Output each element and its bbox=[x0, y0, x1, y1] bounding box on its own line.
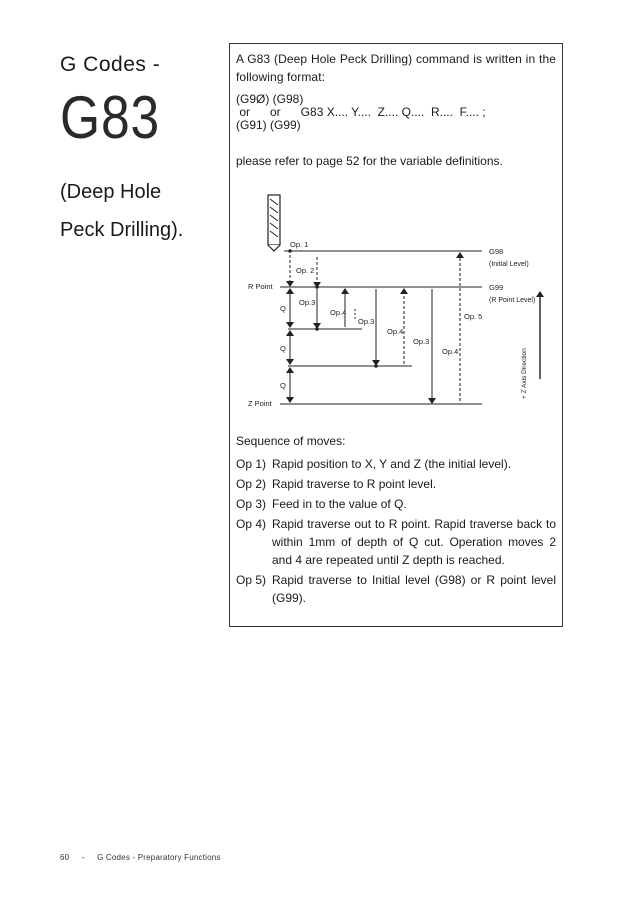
subtitle-line-1: (Deep Hole bbox=[60, 181, 162, 203]
label-op1: Op. 1 bbox=[290, 240, 309, 249]
operation-number: Op 5) bbox=[236, 573, 267, 587]
content-box bbox=[229, 43, 563, 627]
operation-description: Rapid traverse to Initial level (G98) or R point level (G99). bbox=[272, 573, 556, 605]
label-q1: Q bbox=[280, 304, 286, 313]
drill-bit-icon bbox=[268, 195, 280, 251]
g-code-title: G83 bbox=[60, 84, 161, 151]
label-op4c: Op.4 bbox=[442, 347, 459, 356]
format-line-1: (G9Ø) (G98) bbox=[236, 92, 304, 106]
operation-description: Rapid position to X, Y and Z (the initial level). bbox=[272, 457, 512, 471]
label-op4a: Op.4 bbox=[330, 308, 347, 317]
operation-number: Op 2) bbox=[236, 477, 267, 491]
operation-description: Feed in to the value of Q. bbox=[272, 497, 407, 511]
operation-item bbox=[236, 475, 556, 493]
page-number: 60 bbox=[60, 853, 70, 862]
format-line-3: (G91) (G99) bbox=[236, 118, 301, 132]
page-title: G Codes - bbox=[60, 53, 161, 76]
label-g99: G99 bbox=[489, 283, 504, 292]
label-op3a: Op.3 bbox=[299, 298, 316, 307]
label-op3b: Op.3 bbox=[358, 317, 375, 326]
footer-section: G Codes - Preparatory Functions bbox=[97, 853, 221, 862]
label-op4b: Op.4 bbox=[387, 327, 404, 336]
label-op3c: Op.3 bbox=[413, 337, 430, 346]
operation-item bbox=[236, 495, 556, 513]
reference-text: please refer to page 52 for the variable definitions. bbox=[236, 154, 503, 168]
subtitle-line-2: Peck Drilling). bbox=[60, 219, 184, 241]
operation-description: Rapid traverse to R point level. bbox=[272, 477, 437, 491]
operations-list bbox=[236, 455, 556, 609]
label-g98: G98 bbox=[489, 247, 504, 256]
operation-item bbox=[236, 515, 556, 569]
label-initial-level: (Initial Level) bbox=[489, 261, 529, 268]
format-line-2: or or G83 X.... Y.... Z.... Q.... R.... F.... ; bbox=[236, 105, 486, 119]
command-format bbox=[236, 93, 486, 132]
operation-item bbox=[236, 455, 556, 473]
label-z-point: Z Point bbox=[248, 399, 272, 408]
sequence-title: Sequence of moves: bbox=[236, 434, 346, 448]
label-q3: Q bbox=[280, 381, 286, 390]
operation-item bbox=[236, 571, 556, 607]
label-q2: Q bbox=[280, 344, 286, 353]
label-r-point: R Point bbox=[248, 282, 273, 291]
label-z-axis-direction: + Z Axis Direction bbox=[521, 348, 528, 399]
operation-number: Op 3) bbox=[236, 497, 267, 511]
operation-number: Op 1) bbox=[236, 457, 267, 471]
footer-separator: - bbox=[81, 853, 85, 862]
operation-description: Rapid traverse out to R point. Rapid traverse back to within 1mm of depth of Q cut. Operation moves 2 and 4 are repeated until Z depth is reached. bbox=[272, 517, 556, 567]
operation-number: Op 4) bbox=[236, 517, 267, 531]
peck-drilling-diagram bbox=[232, 189, 562, 414]
intro-text: A G83 (Deep Hole Peck Drilling) command is written in the following format: bbox=[236, 52, 556, 84]
label-op2: Op. 2 bbox=[296, 266, 315, 275]
label-r-point-level: (R Point Level) bbox=[489, 297, 536, 304]
label-op5: Op. 5 bbox=[464, 312, 483, 321]
page-footer bbox=[60, 853, 231, 862]
